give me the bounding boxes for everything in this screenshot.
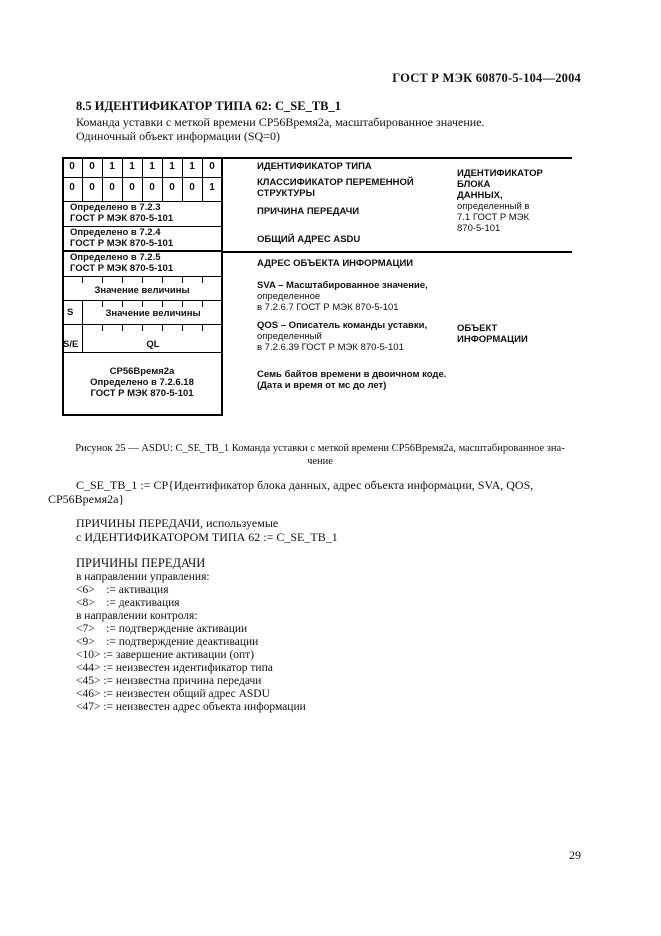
list-item: <7> := подтверждение активации	[76, 623, 248, 635]
cot-title: ПРИЧИНЫ ПЕРЕДАЧИ	[76, 556, 206, 570]
select-execute-bit: S/E	[63, 339, 79, 350]
vsq-bit: 0	[69, 182, 75, 193]
ioa-definition: Определено в 7.2.5 ГОСТ Р МЭК 870-5-101	[70, 252, 174, 274]
label-vsq: КЛАССИФИКАТОР ПЕРЕМЕННОЙ СТРУКТУРЫ	[257, 177, 414, 199]
list-item: в направлении контроля:	[76, 610, 198, 622]
list-item: <44> := неизвестен идентификатор типа	[76, 662, 273, 674]
list-item: <8> := деактивация	[76, 597, 180, 609]
list-item: <6> := активация	[76, 584, 169, 596]
vsq-bit: 0	[129, 182, 135, 193]
type-bit: 1	[129, 161, 135, 172]
section-title: 8.5 ИДЕНТИФИКАТОР ТИПА 62: C_SE_TB_1	[76, 99, 342, 113]
figure-caption: Рисунок 25 — ASDU: C_SE_TB_1 Команда уставки с меткой времени CP56Время2а, масштабированное зна- чение	[75, 443, 565, 467]
list-item: <45> := неизвестна причина передачи	[76, 675, 262, 687]
sign-bit: S	[67, 307, 74, 318]
type-bit: 0	[89, 161, 95, 172]
vsq-bit: 0	[169, 182, 175, 193]
cot-list	[76, 571, 306, 714]
vsq-bit: 0	[189, 182, 195, 193]
type-bit: 1	[109, 161, 115, 172]
vsq-bit: 0	[109, 182, 115, 193]
label-info-object: ОБЪЕКТ ИНФОРМАЦИИ	[457, 323, 528, 345]
asdu-structure-table	[62, 157, 572, 416]
value-high-byte: Значение величины	[105, 308, 201, 319]
list-item: <46> := неизвестен общий адрес ASDU	[76, 688, 270, 700]
label-qos: QOS – Описатель команды уставки, определенный в 7.2.6.39 ГОСТ Р МЭК 870-5-101	[257, 320, 428, 353]
label-data-unit-id: ИДЕНТИФИКАТОР БЛОКА ДАННЫХ, определенный в 7.1 ГОСТ Р МЭК 870-5-101	[457, 168, 543, 234]
cot-definition: Определено в 7.2.3 ГОСТ Р МЭК 870-5-101	[70, 202, 174, 224]
intro-line-2: Одиночный объект информации (SQ=0)	[76, 129, 280, 143]
list-item: <47> := неизвестен адрес объекта информации	[76, 701, 306, 713]
label-type-id: ИДЕНТИФИКАТОР ТИПА	[257, 161, 372, 172]
page-number: 29	[569, 848, 581, 862]
time-tag-block: CP56Время2а Определено в 7.2.6.18 ГОСТ Р МЭК 870-5-101	[90, 366, 194, 399]
vsq-bit: 0	[149, 182, 155, 193]
cot-used-heading: ПРИЧИНЫ ПЕРЕДАЧИ, используемые с ИДЕНТИФИКАТОРОМ ТИПА 62 := C_SE_TB_1	[76, 516, 338, 544]
list-item: <10> := завершение активации (опт)	[76, 649, 255, 661]
value-low-byte: Значение величины	[94, 285, 190, 296]
intro-line-1: Команда уставки с меткой времени CP56Время2а, масштабированное значение.	[76, 115, 485, 129]
vsq-bit: 0	[89, 182, 95, 193]
type-bit: 1	[189, 161, 195, 172]
type-bit: 0	[69, 161, 75, 172]
label-ca: ОБЩИЙ АДРЕС ASDU	[257, 234, 361, 245]
ca-definition: Определено в 7.2.4 ГОСТ Р МЭК 870-5-101	[70, 227, 174, 249]
document-header: ГОСТ Р МЭК 60870-5-104—2004	[392, 71, 581, 85]
list-item: <9> := подтверждение деактивации	[76, 636, 259, 648]
label-sva: SVA – Масштабированное значение, определенное в 7.2.6.7 ГОСТ Р МЭК 870-5-101	[257, 280, 428, 313]
vsq-bit: 1	[209, 182, 215, 193]
type-bit: 1	[149, 161, 155, 172]
list-item: в направлении управления:	[76, 571, 210, 583]
type-bit: 1	[169, 161, 175, 172]
label-ioa: АДРЕС ОБЪЕКТА ИНФОРМАЦИИ	[257, 258, 414, 269]
qualifier-field: QL	[146, 339, 160, 350]
label-cot: ПРИЧИНА ПЕРЕДАЧИ	[257, 206, 360, 217]
type-bit: 0	[209, 161, 215, 172]
asdu-formula: C_SE_TB_1 := CP{Идентификатор блока данных, адрес объекта информации, SVA, QOS, CP56Время2а}	[48, 478, 534, 506]
label-time: Семь байтов времени в двоичном коде. (Дата и время от мс до лет)	[257, 369, 447, 391]
